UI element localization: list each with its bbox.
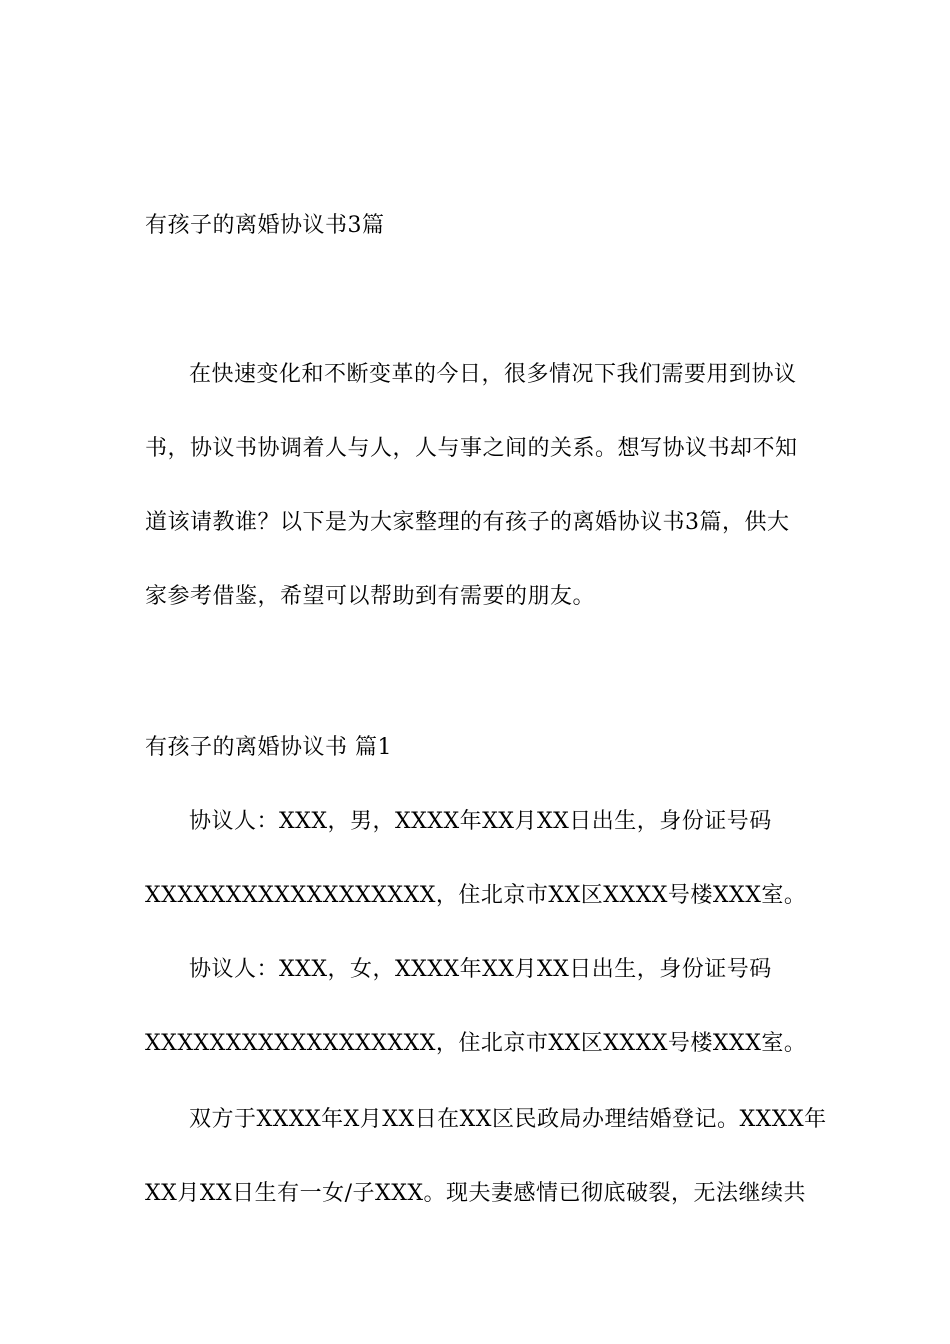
intro-line-3: 道该请教谁？以下是为大家整理的有孩子的离婚协议书3篇，供大 (145, 510, 790, 535)
intro-line-1: 在快速变化和不断变革的今日，很多情况下我们需要用到协议 (189, 362, 797, 387)
party1-line-2: XXXXXXXXXXXXXXXXXX，住北京市XX区XXXX号楼XXX室。 (145, 883, 807, 908)
section1-title: 有孩子的离婚协议书 篇1 (145, 735, 392, 760)
party1-line-1: 协议人：XXX，男，XXXX年XX月XX日出生，身份证号码 (189, 809, 772, 834)
intro-line-2: 书，协议书协调着人与人，人与事之间的关系。想写协议书却不知 (145, 436, 798, 461)
intro-line-4: 家参考借鉴，希望可以帮助到有需要的朋友。 (145, 584, 596, 609)
marriage-line-2: XX月XX日生有一女/子XXX。现夫妻感情已彻底破裂，无法继续共 (145, 1181, 807, 1206)
document-title: 有孩子的离婚协议书3篇 (145, 213, 385, 238)
marriage-line-1: 双方于XXXX年X月XX日在XX区民政局办理结婚登记。XXXX年 (189, 1107, 827, 1132)
party2-line-2: XXXXXXXXXXXXXXXXXX，住北京市XX区XXXX号楼XXX室。 (145, 1031, 807, 1056)
party2-line-1: 协议人：XXX，女，XXXX年XX月XX日出生，身份证号码 (189, 957, 772, 982)
